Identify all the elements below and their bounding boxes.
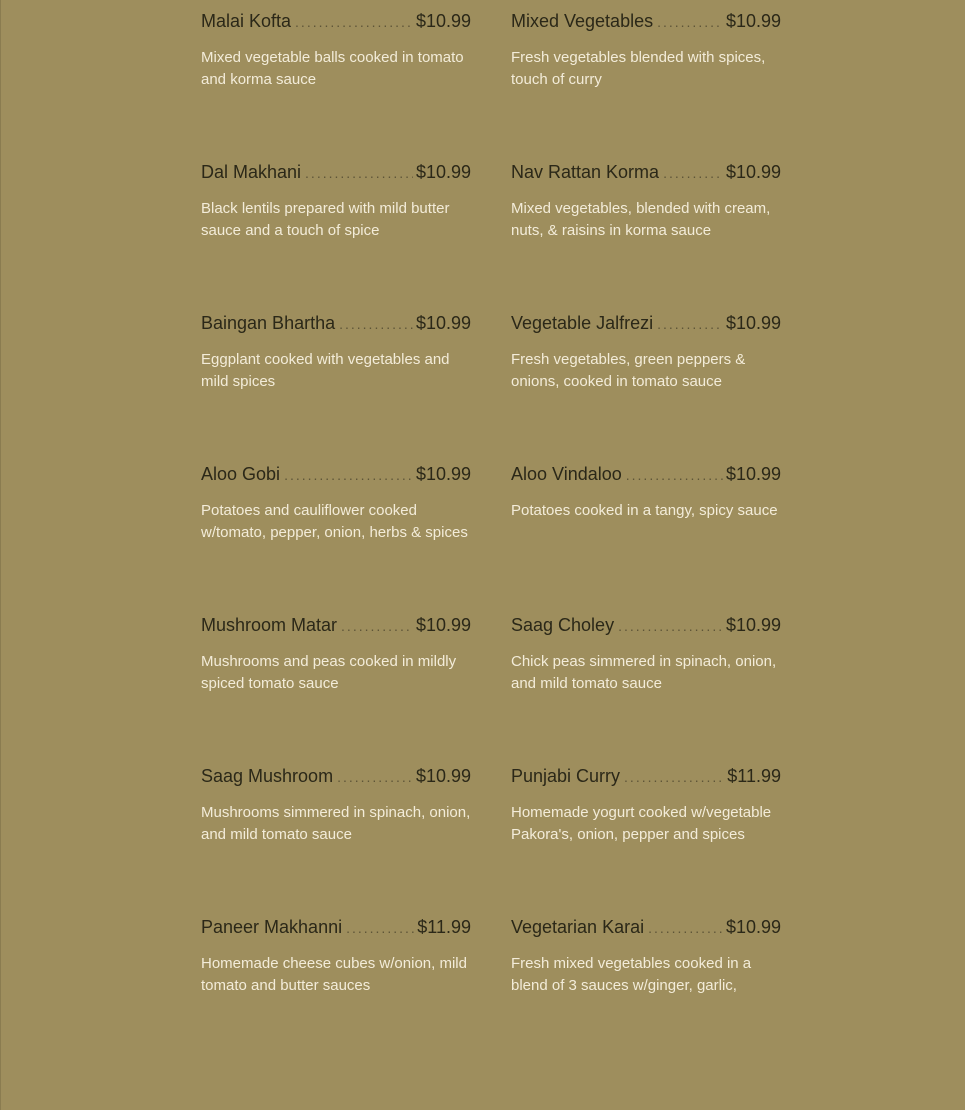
menu-item-description: Mushrooms and peas cooked in mildly spiced tomato sauce [201,653,457,692]
menu-item [511,917,781,1068]
menu-item-name: Mixed Vegetables [511,11,654,31]
menu-item-name: Nav Rattan Korma [511,162,660,182]
menu-item [201,11,471,162]
menu-item-price: $11.99 [417,917,471,937]
menu-item-description: Homemade yogurt cooked w/vegetable Pakora's, onion, pepper and spices [511,804,772,843]
menu-item-name: Vegetable Jalfrezi [511,313,654,333]
menu-item-name: Saag Choley [511,615,615,635]
menu-item-description: Potatoes and cauliflower cooked w/tomato, pepper, onion, herbs & spices [201,502,468,541]
menu-item [201,162,471,313]
menu-item-price: $10.99 [415,11,471,31]
menu-item-name: Paneer Makhanni [201,917,343,937]
leader-dots [295,14,413,30]
leader-dots [657,316,723,332]
menu-item-price: $10.99 [415,162,471,182]
menu-item-description: Fresh vegetables, green peppers & onions, cooked in tomato sauce [511,351,746,390]
menu-item-name: Aloo Vindaloo [511,464,622,484]
menu-item-price: $10.99 [725,162,781,182]
menu-item-description: Fresh mixed vegetables cooked in a blend of 3 sauces w/ginger, garlic, [511,955,752,994]
menu-grid [201,0,781,1068]
menu-item-price: $10.99 [415,766,471,786]
leader-dots [624,769,724,785]
menu-item-name: Malai Kofta [201,11,292,31]
menu-item [511,464,781,615]
menu-item [201,313,471,464]
leader-dots [346,920,414,936]
menu-item [511,11,781,162]
leader-dots [284,467,413,483]
leader-dots [657,14,723,30]
leader-dots [663,165,723,181]
leader-dots [648,920,723,936]
menu-item-name: Baingan Bhartha [201,313,336,333]
leader-dots [626,467,723,483]
leader-dots [341,618,413,634]
menu-item-name: Mushroom Matar [201,615,338,635]
menu-item-description: Mushrooms simmered in spinach, onion, and mild tomato sauce [201,804,471,843]
menu-item [201,0,471,11]
menu-item-description: Black lentils prepared with mild butter sauce and a touch of spice [201,200,450,239]
menu-item-price: $10.99 [725,917,781,937]
menu-item-description: Mixed vegetables, blended with cream, nuts, & raisins in korma sauce [511,200,771,239]
menu-item-price: $10.99 [725,464,781,484]
menu-item [511,313,781,464]
menu-item [201,917,471,1068]
menu-item [511,0,781,11]
menu-item-description: Eggplant cooked with vegetables and mild spices [201,351,450,390]
menu-item [511,162,781,313]
menu-item-price: $10.99 [725,313,781,333]
leader-dots [339,316,413,332]
menu-item-name: Saag Mushroom [201,766,334,786]
menu-item [511,766,781,917]
menu-item [201,615,471,766]
menu-item [201,766,471,917]
menu-item-price: $10.99 [415,464,471,484]
menu-item-name: Dal Makhani [201,162,302,182]
menu-item-price: $10.99 [725,11,781,31]
menu-item-price: $10.99 [415,313,471,333]
menu-item-description: Fresh vegetables blended with spices, touch of curry [511,49,766,88]
menu-item [201,464,471,615]
menu-item [511,615,781,766]
menu-item-price: $10.99 [415,615,471,635]
menu-item-description: Chick peas simmered in spinach, onion, and mild tomato sauce [511,653,777,692]
menu-item-price: $11.99 [727,766,781,786]
menu-item-name: Punjabi Curry [511,766,621,786]
menu-item-description: Mixed vegetable balls cooked in tomato and korma sauce [201,49,464,88]
menu-item-price: $10.99 [725,615,781,635]
leader-dots [618,618,723,634]
menu-item-name: Aloo Gobi [201,464,281,484]
leader-dots [305,165,413,181]
menu-item-description: Homemade cheese cubes w/onion, mild tomato and butter sauces [201,955,467,994]
menu-item-description: Potatoes cooked in a tangy, spicy sauce [511,502,778,519]
menu-item-name: Vegetarian Karai [511,917,645,937]
leader-dots [337,769,413,785]
